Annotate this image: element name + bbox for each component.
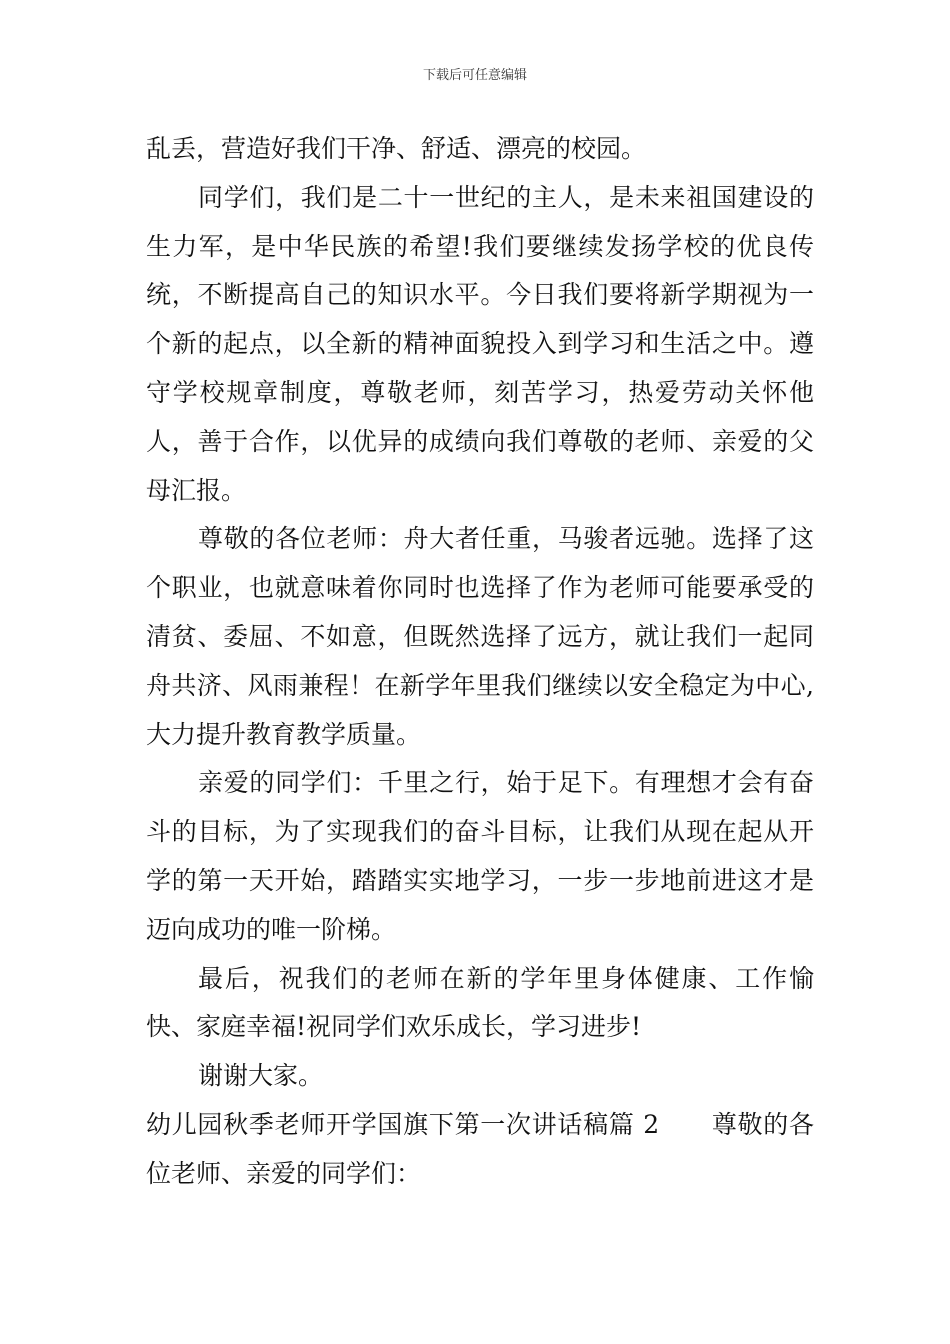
paragraph: 乱丢，营造好我们干净、舒适、漂亮的校园。 [146, 134, 647, 163]
paragraph: 亲爱的同学们：千里之行，始于足下。有理想才会有奋斗的目标，为了实现我们的奋斗目标，让我们从现在起从开学的第一天开始，踏踏实实地学习，一步一步地前进这才是迈向成功的唯一阶梯。 [146, 768, 814, 944]
page-header-note: 下载后可任意编辑 [422, 68, 527, 83]
section-greeting: 尊敬的各位老师、亲爱的同学们： [146, 1109, 814, 1188]
paragraph: 谢谢大家。 [198, 1061, 324, 1091]
paragraph: 同学们，我们是二十一世纪的主人，是未来祖国建设的生力军，是中华民族的希望!我们要继续发扬学校的优良传统，不断提高自己的知识水平。今日我们要将新学期视为一个新的起点，以全新的精神面貌投入到学习和生活之中。遵守学校规章制度，尊敬老师，刻苦学习，热爱劳动关怀他人，善于合作，以优异的成绩向我们尊敬的老师、亲爱的父母汇报。 [146, 182, 814, 505]
document-body [146, 125, 814, 1199]
paragraph: 最后，祝我们的老师在新的学年里身体健康、工作愉快、家庭幸福!祝同学们欢乐成长，学习进步! [146, 963, 814, 1042]
section-heading-line [146, 1101, 814, 1199]
section-title: 幼儿园秋季老师开学国旗下第一次讲话稿篇 2 [146, 1109, 660, 1139]
paragraph: 尊敬的各位老师：舟大者任重，马骏者远驰。选择了这个职业，也就意味着你同时也选择了作为老师可能要承受的清贫、委屈、不如意，但既然选择了远方，就让我们一起同舟共济、风雨兼程！在新学年里我们继续以安全稳定为中心,大力提升教育教学质量。 [146, 524, 814, 749]
